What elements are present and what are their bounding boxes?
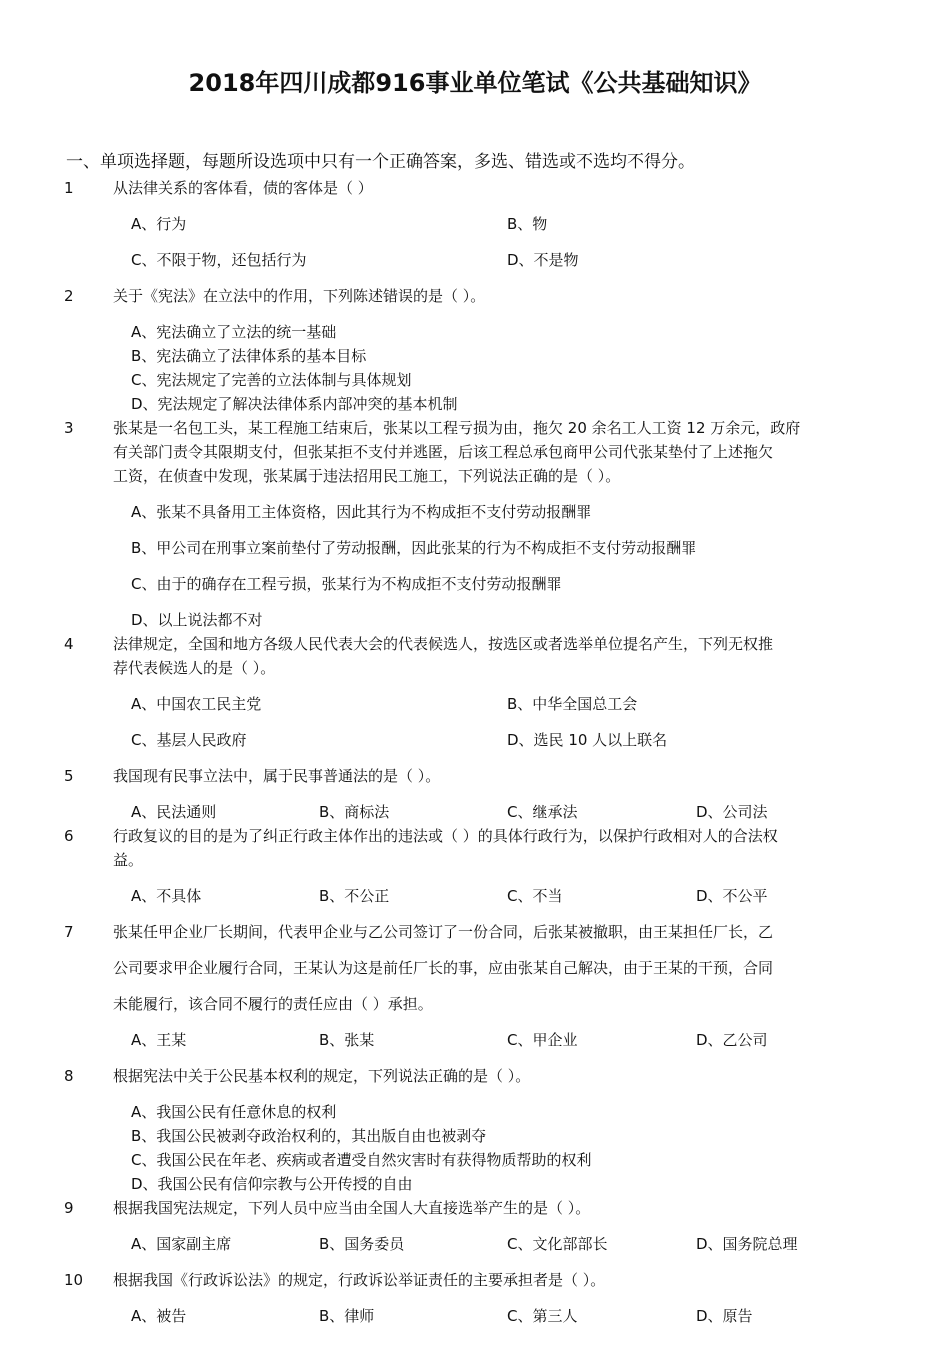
option-b: B、商标法 <box>319 803 390 821</box>
option-b: B、物 <box>507 215 548 233</box>
question-text-line: 法律规定，全国和地方各级人民代表大会的代表候选人，按选区或者选举单位提名产生，下列无权推 <box>113 635 774 653</box>
question-number: 6 <box>64 827 74 845</box>
option-d: D、不公平 <box>696 887 768 905</box>
question-text: 根据我国《行政诉讼法》的规定，行政诉讼举证责任的主要承担者是（ ）。 <box>113 1271 606 1289</box>
option-c: C、文化部部长 <box>507 1235 608 1253</box>
question-text-line: 公司要求甲企业履行合同，王某认为这是前任厂长的事，应由张某自己解决，由于王某的干预，合同 <box>113 959 774 977</box>
option-a: A、我国公民有任意休息的权利 <box>131 1103 337 1121</box>
option-d: D、国务院总理 <box>696 1235 798 1253</box>
question-number: 8 <box>64 1067 74 1085</box>
option-d: D、原告 <box>696 1307 753 1325</box>
question-text: 从法律关系的客体看，债的客体是（ ） <box>113 179 373 197</box>
option-b: B、律师 <box>319 1307 375 1325</box>
question-number: 7 <box>64 923 74 941</box>
option-d: D、不是物 <box>507 251 579 269</box>
question-number: 10 <box>64 1271 84 1289</box>
question-text-line: 未能履行，该合同不履行的责任应由（ ）承担。 <box>113 995 433 1013</box>
option-d: D、公司法 <box>696 803 768 821</box>
option-b: B、中华全国总工会 <box>507 695 638 713</box>
question-number: 9 <box>64 1199 74 1217</box>
option-b: B、我国公民被剥夺政治权利的，其出版自由也被剥夺 <box>131 1127 487 1145</box>
option-a: A、张某不具备用工主体资格，因此其行为不构成拒不支付劳动报酬罪 <box>131 503 592 521</box>
question-text-line: 张某是一名包工头，某工程施工结束后，张某以工程亏损为由，拖欠 20 余名工人工资 12 万余元，政府 <box>113 419 801 437</box>
question-text-line: 行政复议的目的是为了纠正行政主体作出的违法或（ ）的具体行政行为，以保护行政相对人的合法权 <box>113 827 778 845</box>
question-number: 4 <box>64 635 74 653</box>
section-heading: 一、单项选择题，每题所设选项中只有一个正确答案，多选、错选或不选均不得分。 <box>66 152 695 172</box>
option-a: A、国家副主席 <box>131 1235 232 1253</box>
option-c: C、继承法 <box>507 803 578 821</box>
question-text-line: 张某任甲企业厂长期间，代表甲企业与乙公司签订了一份合同，后张某被撤职，由王某担任厂长，乙 <box>113 923 774 941</box>
option-a: A、宪法确立了立法的统一基础 <box>131 323 337 341</box>
option-c: C、基层人民政府 <box>131 731 247 749</box>
option-c: C、不限于物，还包括行为 <box>131 251 307 269</box>
option-b: B、国务委员 <box>319 1235 405 1253</box>
option-d: D、乙公司 <box>696 1031 768 1049</box>
option-d: D、我国公民有信仰宗教与公开传授的自由 <box>131 1175 413 1193</box>
option-c: C、不当 <box>507 887 563 905</box>
option-d: D、选民 10 人以上联名 <box>507 731 668 749</box>
option-b: B、甲公司在刑事立案前垫付了劳动报酬，因此张某的行为不构成拒不支付劳动报酬罪 <box>131 539 697 557</box>
question-number: 3 <box>64 419 74 437</box>
question-text-line: 益。 <box>113 851 144 869</box>
question-text: 我国现有民事立法中，属于民事普通法的是（ ）。 <box>113 767 441 785</box>
option-c: C、宪法规定了完善的立法体制与具体规划 <box>131 371 412 389</box>
question-text-line: 有关部门责令其限期支付，但张某拒不支付并逃匿，后该工程总承包商甲公司代张某垫付了上述拖欠 <box>113 443 774 461</box>
question-text: 根据我国宪法规定，下列人员中应当由全国人大直接选举产生的是（ ）。 <box>113 1199 591 1217</box>
option-c: C、甲企业 <box>507 1031 578 1049</box>
option-b: B、张某 <box>319 1031 375 1049</box>
option-c: C、我国公民在年老、疾病或者遭受自然灾害时有获得物质帮助的权利 <box>131 1151 592 1169</box>
question-text-line: 工资，在侦查中发现，张某属于违法招用民工施工，下列说法正确的是（ ）。 <box>113 467 621 485</box>
option-d: D、宪法规定了解决法律体系内部冲突的基本机制 <box>131 395 458 413</box>
option-b: B、宪法确立了法律体系的基本目标 <box>131 347 367 365</box>
question-number: 2 <box>64 287 74 305</box>
option-d: D、以上说法都不对 <box>131 611 263 629</box>
question-text: 根据宪法中关于公民基本权利的规定，下列说法正确的是（ ）。 <box>113 1067 531 1085</box>
question-text-line: 荐代表候选人的是（ ）。 <box>113 659 276 677</box>
option-a: A、行为 <box>131 215 187 233</box>
option-c: C、第三人 <box>507 1307 578 1325</box>
question-number: 1 <box>64 179 74 197</box>
question-number: 5 <box>64 767 74 785</box>
option-a: A、王某 <box>131 1031 187 1049</box>
option-a: A、不具体 <box>131 887 202 905</box>
option-a: A、中国农工民主党 <box>131 695 262 713</box>
question-text: 关于《宪法》在立法中的作用，下列陈述错误的是（ ）。 <box>113 287 486 305</box>
document-title: 2018年四川成都916事业单位笔试《公共基础知识》 <box>188 69 762 97</box>
option-c: C、由于的确存在工程亏损，张某行为不构成拒不支付劳动报酬罪 <box>131 575 562 593</box>
option-a: A、被告 <box>131 1307 187 1325</box>
option-a: A、民法通则 <box>131 803 217 821</box>
option-b: B、不公正 <box>319 887 390 905</box>
